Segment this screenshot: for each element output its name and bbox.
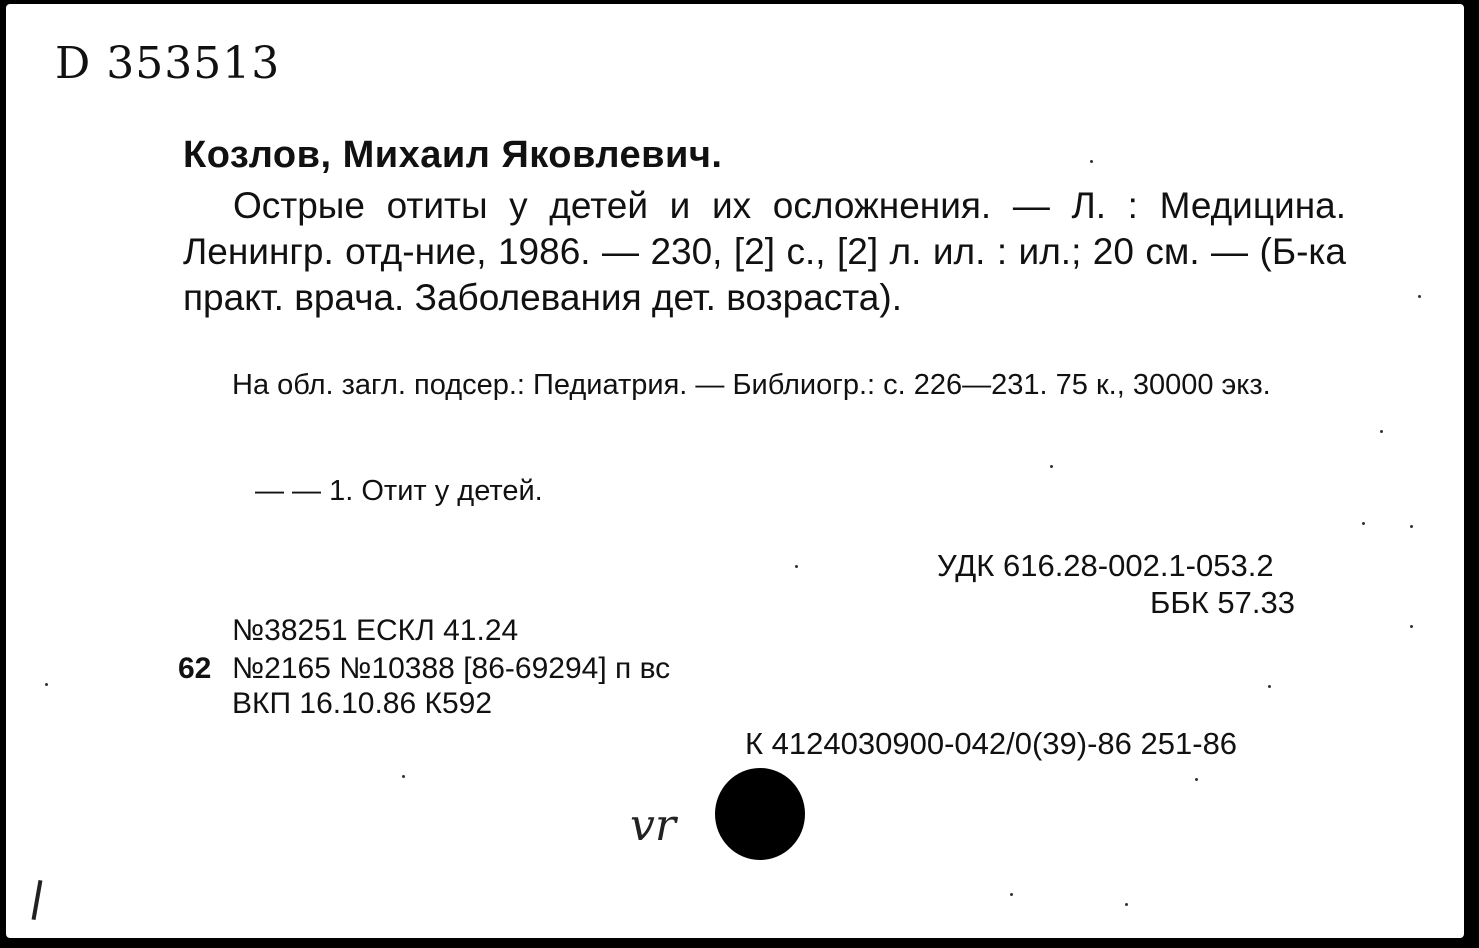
scan-speck	[1380, 430, 1383, 433]
scan-speck	[1125, 903, 1128, 906]
scan-border	[1464, 0, 1479, 948]
bbk-code: ББК 57.33	[1150, 585, 1295, 620]
scan-speck	[1362, 522, 1365, 525]
scan-speck	[1050, 465, 1053, 468]
record-line-2-prefix: 62	[178, 652, 212, 685]
record-line-3: ВКП 16.10.86 К592	[232, 687, 493, 720]
subject-heading: — — 1. Отит у детей.	[255, 475, 543, 507]
inventory-number: D 353513	[55, 38, 281, 89]
k-code: К 4124030900-042/0(39)-86 251-86	[745, 726, 1238, 761]
scan-speck	[1195, 778, 1198, 781]
description-text: Острые отиты у детей и их осложнения. — Л. : Медицина. Ленингр. отд-ние, 1986. — 230, [2] с., [2] л. ил. : ил.; 20 см. — (Б-ка практ. врача. Заболевания дет. возраста).	[183, 185, 1346, 318]
scan-speck	[45, 683, 48, 686]
scan-speck	[1090, 160, 1093, 163]
record-line-1: №38251 ЕСКЛ 41.24	[232, 614, 519, 647]
scan-speck	[1410, 525, 1413, 528]
notes: На обл. загл. подсер.: Педиатрия. — Библиогр.: с. 226—231. 75 к., 30000 экз.	[232, 369, 1271, 401]
author-heading: Козлов, Михаил Яковлевич.	[183, 134, 723, 176]
scan-speck	[402, 775, 405, 778]
scan-speck	[1418, 295, 1421, 298]
scan-speck	[795, 565, 798, 568]
scan-speck	[1410, 625, 1413, 628]
udc-code: УДК 616.28-002.1-053.2	[937, 548, 1274, 583]
record-line-2: №2165 №10388 [86-69294] п вс	[232, 652, 671, 685]
punch-hole	[715, 768, 805, 860]
bibliographic-description	[183, 183, 1346, 321]
scan-speck	[1010, 893, 1013, 896]
scan-speck	[1268, 685, 1271, 688]
handwritten-mark: vr	[630, 800, 676, 851]
